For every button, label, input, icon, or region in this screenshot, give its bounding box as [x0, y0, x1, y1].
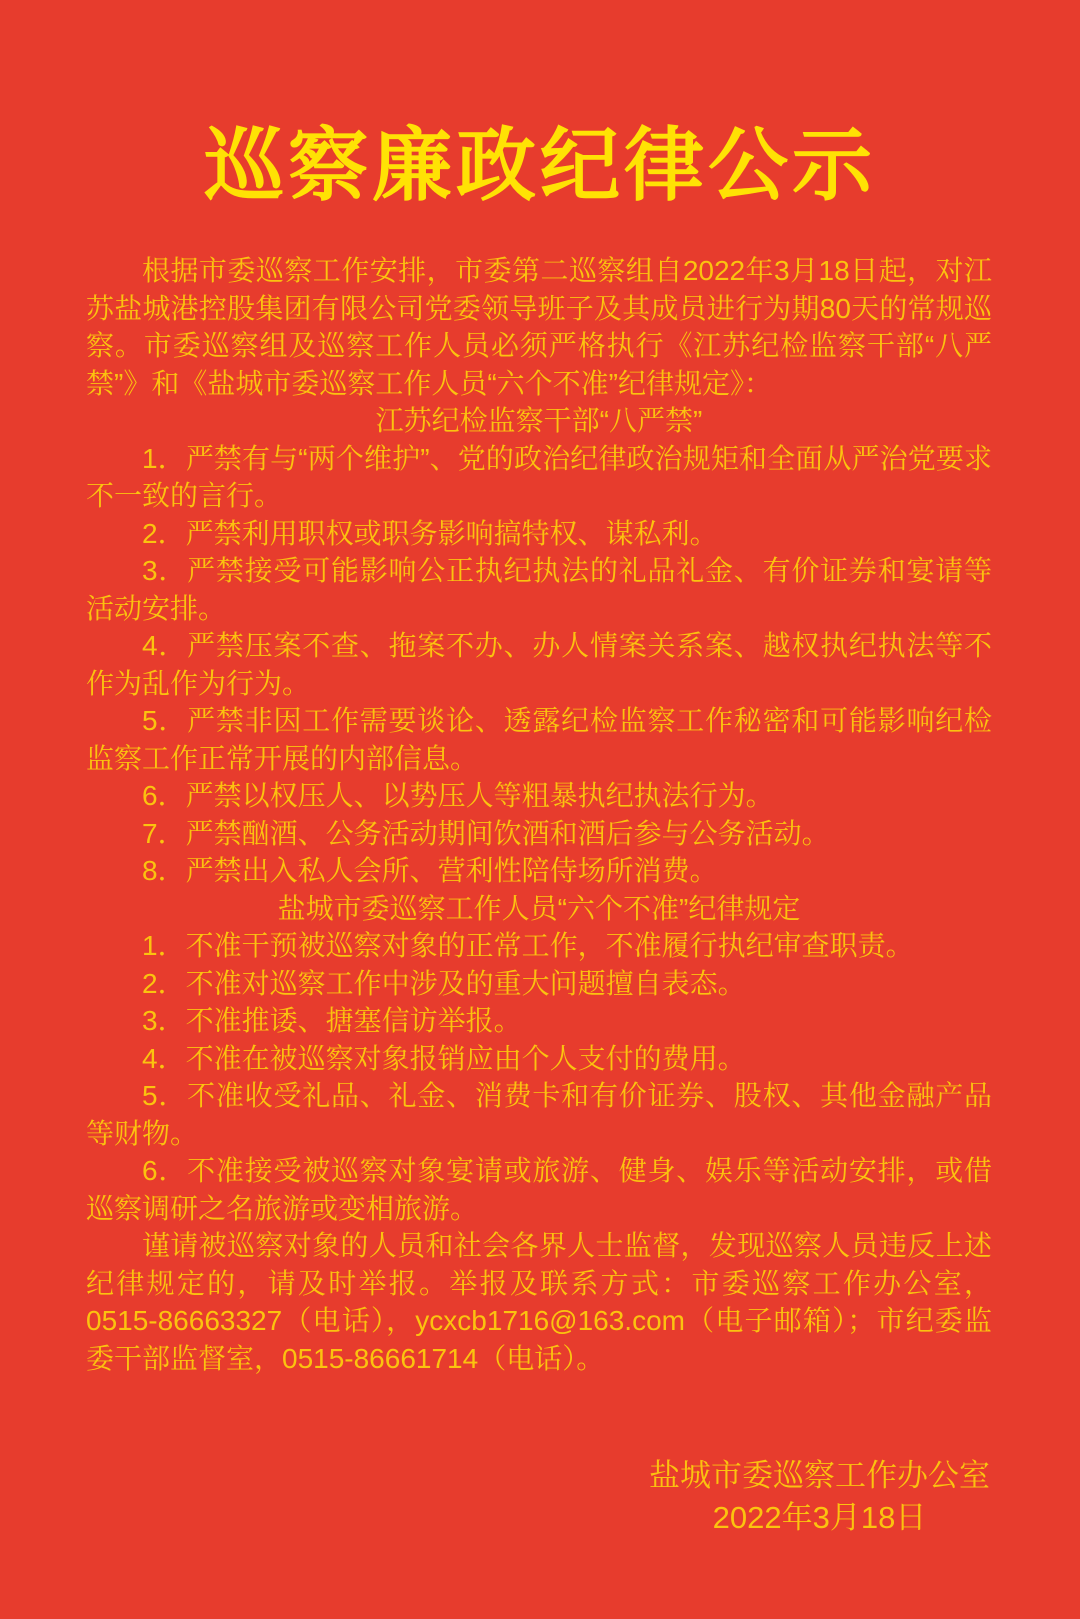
section1-rule-3: 3．严禁接受可能影响公正执纪执法的礼品礼金、有价证券和宴请等活动安排。 [86, 555, 992, 624]
section2-rule-4: 4．不准在被巡察对象报销应由个人支付的费用。 [142, 1042, 746, 1074]
section1-rule-4: 4．严禁压案不查、拖案不办、办人情案关系案、越权执纪执法等不作为乱作为行为。 [86, 630, 992, 699]
poster-body [86, 252, 992, 1377]
section2-heading: 盐城市委巡察工作人员“六个不准”纪律规定 [277, 892, 801, 924]
section1-rule-2: 2．严禁利用职权或职务影响搞特权、谋私利。 [142, 517, 718, 549]
section1-rule-5: 5．严禁非因工作需要谈论、透露纪检监察工作秘密和可能影响纪检监察工作正常开展的内部信息。 [86, 705, 992, 774]
intro-paragraph: 根据市委巡察工作安排，市委第二巡察组自2022年3月18日起，对江苏盐城港控股集团有限公司党委领导班子及其成员进行为期80天的常规巡察。市委巡察组及巡察工作人员必须严格执行《江苏纪检监察干部“八严禁”》和《盐城市委巡察工作人员“六个不准”纪律规定》： [86, 255, 992, 399]
section2-rule-3: 3．不准推诿、搪塞信访举报。 [142, 1005, 522, 1036]
section1-rule-6: 6．严禁以权压人、以势压人等粗暴执纪执法行为。 [142, 780, 774, 811]
section2-rule-2: 2．不准对巡察工作中涉及的重大问题擅自表态。 [142, 967, 746, 999]
section1-rule-8: 8．严禁出入私人会所、营利性陪侍场所消费。 [142, 855, 718, 886]
signature-inner [649, 1455, 990, 1539]
signature-date: 2022年3月18日 [712, 1500, 927, 1535]
poster-title: 巡察廉政纪律公示 [204, 121, 876, 210]
section1-rule-7: 7．严禁酗酒、公务活动期间饮酒和酒后参与公务活动。 [142, 817, 830, 849]
section1-heading: 江苏纪检监察干部“八严禁” [375, 405, 703, 436]
signature-org: 盐城市委巡察工作办公室 [649, 1458, 990, 1493]
section2-rule-5: 5．不准收受礼品、礼金、消费卡和有价证券、股权、其他金融产品等财物。 [86, 1080, 992, 1149]
section2-rule-6: 6．不准接受被巡察对象宴请或旅游、健身、娱乐等活动安排，或借巡察调研之名旅游或变相旅游。 [86, 1155, 992, 1224]
closing-paragraph: 谨请被巡察对象的人员和社会各界人士监督，发现巡察人员违反上述纪律规定的，请及时举报。举报及联系方式：市委巡察工作办公室，0515-86663327（电话），ycxcb1716@163.com（电子邮箱）；市纪委监委干部监督室，0515-86661714（电话）。 [86, 1230, 992, 1374]
section1-rule-1: 1．严禁有与“两个维护”、党的政治纪律政治规矩和全面从严治党要求不一致的言行。 [86, 442, 992, 511]
signature-block [0, 1455, 1080, 1539]
section2-rule-1: 1．不准干预被巡察对象的正常工作，不准履行执纪审查职责。 [142, 930, 914, 961]
